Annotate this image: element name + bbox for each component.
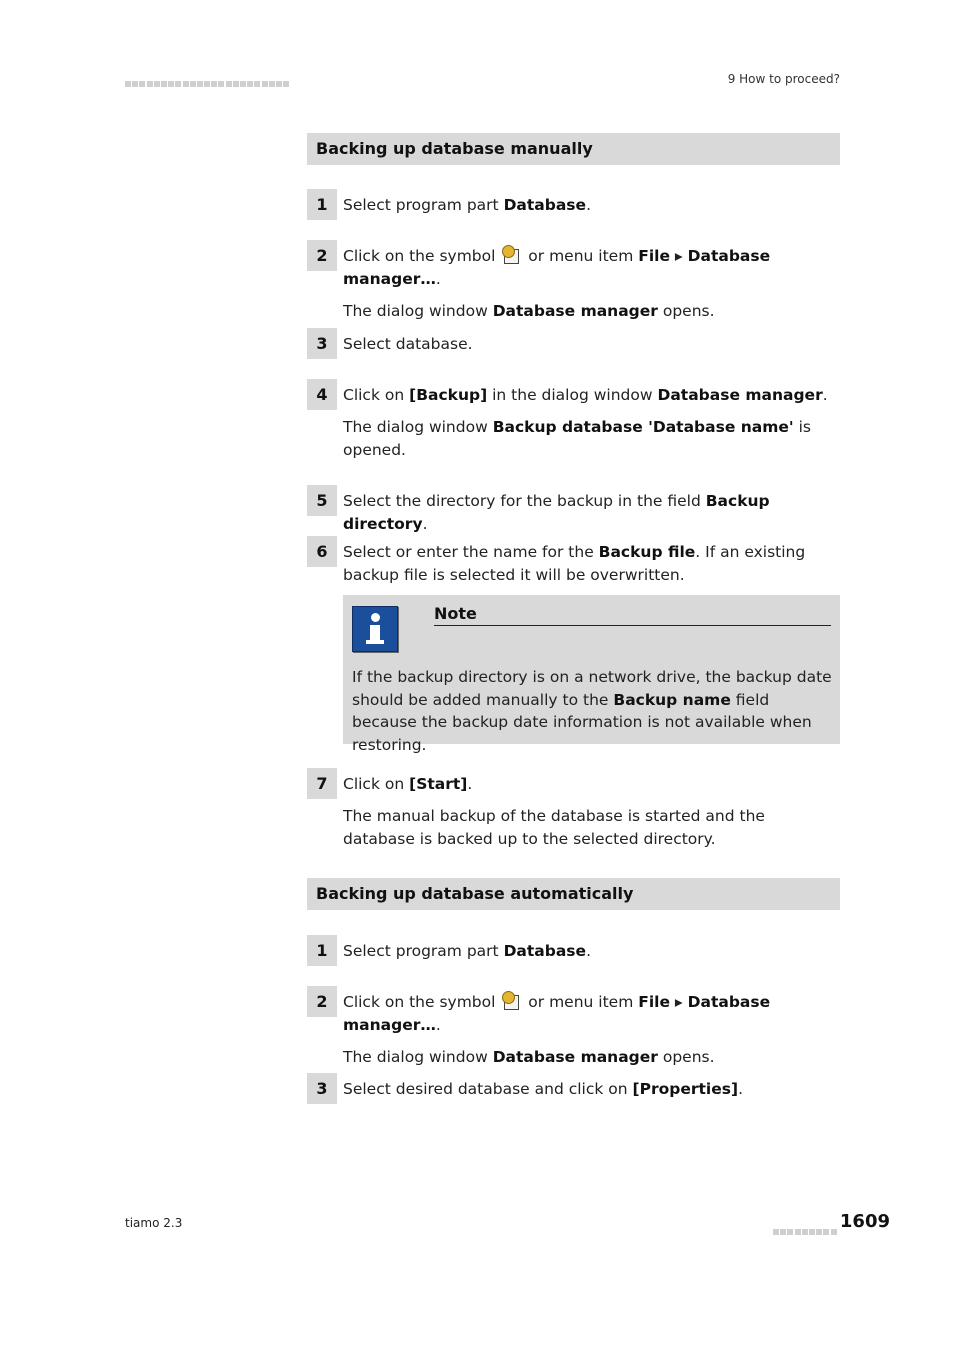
step-number: 7 — [307, 768, 337, 799]
step-number: 3 — [307, 328, 337, 359]
step: 2 Click on the symbol or menu item File ▸ Database manager…. The dialog window Database manager opens. — [307, 986, 840, 1069]
step: 5 Select the directory for the backup in the field Backup directory. — [307, 485, 840, 536]
step-number: 1 — [307, 935, 337, 966]
note-box — [343, 595, 840, 754]
step: 2 Click on the symbol or menu item File ▸ Database manager…. The dialog window Database manager opens. — [307, 240, 840, 323]
step-number: 1 — [307, 189, 337, 220]
info-icon — [352, 606, 398, 652]
step: 1 Select program part Database. — [307, 935, 840, 963]
database-manager-icon[interactable] — [502, 245, 521, 264]
step: 3 Select desired database and click on [Properties]. — [307, 1073, 840, 1101]
section-title: Backing up database manually — [307, 133, 840, 165]
step-number: 2 — [307, 240, 337, 271]
step: 1 Select program part Database. — [307, 189, 840, 217]
step-number: 6 — [307, 536, 337, 567]
page-number: 1609 — [839, 1211, 890, 1232]
footer-dots — [773, 1220, 838, 1239]
header-dots — [125, 72, 290, 91]
step-number: 3 — [307, 1073, 337, 1104]
step: 4 Click on [Backup] in the dialog window Database manager. The dialog window Backup database 'Database name' is opened. — [307, 379, 840, 462]
step: 6 Select or enter the name for the Backup file. If an existing backup file is selected it will be overwritten. — [307, 536, 840, 587]
note-title: Note — [434, 604, 831, 626]
note-text: If the backup directory is on a network drive, the backup date should be added manually to the Backup name field because the backup date information is not available when restoring. — [352, 668, 832, 754]
step: 7 Click on [Start]. The manual backup of the database is started and the database is backed up to the selected directory. — [307, 768, 840, 851]
step-number: 4 — [307, 379, 337, 410]
footer-product: tiamo 2.3 — [125, 1216, 183, 1230]
chapter-title: 9 How to proceed? — [727, 72, 840, 86]
step-number: 5 — [307, 485, 337, 516]
step-number: 2 — [307, 986, 337, 1017]
database-manager-icon[interactable] — [502, 991, 521, 1010]
section-title: Backing up database automatically — [307, 878, 840, 910]
step: 3 Select database. — [307, 328, 840, 356]
